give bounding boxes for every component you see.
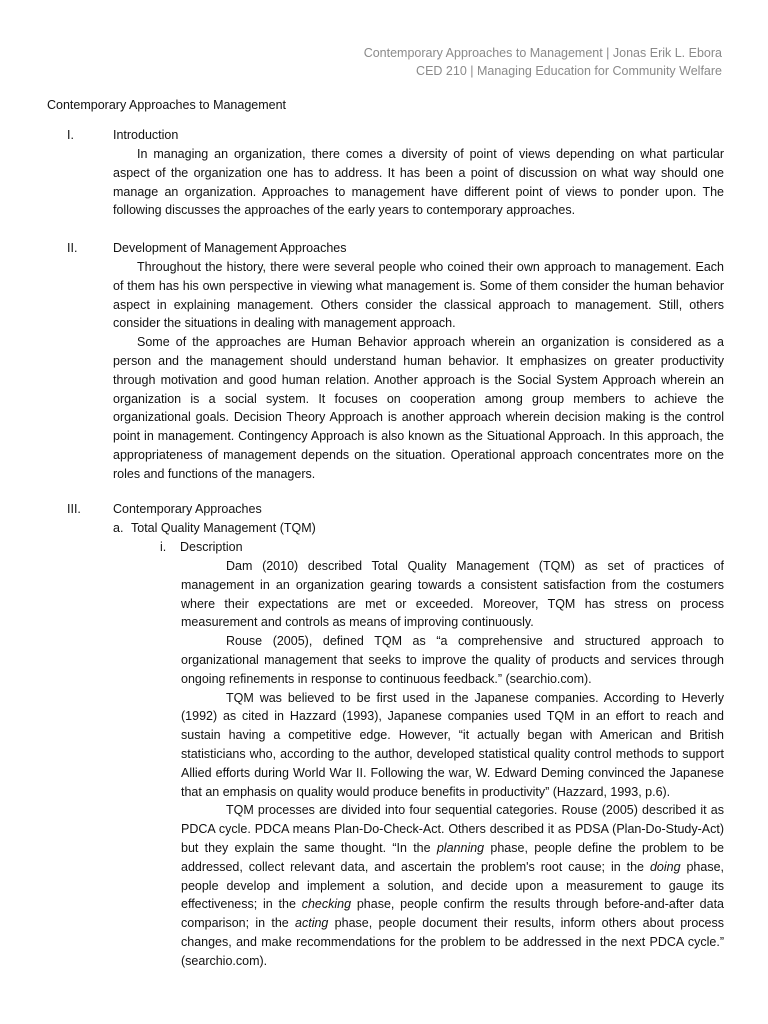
section-numeral: II. bbox=[67, 241, 78, 255]
subsection-letter: a. bbox=[113, 521, 124, 535]
subsection-heading bbox=[47, 519, 724, 538]
section-title: Introduction bbox=[113, 128, 179, 142]
text-run: phase, people document their results, inform others about process changes, and make recommendations for the problem to be addressed in the next PDCA cycle.” (searchio.com). bbox=[181, 916, 724, 968]
paragraph: Dam (2010) described Total Quality Management (TQM) as set of practices of management in an organization gearing towards a consistent satisfaction from the costumers where their expectations are met or exceeded. Moreover, TQM has stress on process measurement and controls as means of improving continuously. bbox=[181, 559, 724, 630]
running-header bbox=[364, 44, 722, 80]
section-heading bbox=[47, 126, 724, 145]
paragraph: Throughout the history, there were several people who coined their own approach to management. Each of them has his own perspective in viewing what management is. Some of them consider the human behavior aspect in explaining management. Others consider the classical approach to management. Still, others consider the situations in dealing with management approach. bbox=[113, 260, 724, 331]
emphasis-planning: planning bbox=[436, 840, 485, 855]
paragraph: TQM was believed to be first used in the Japanese companies. According to Heverly (1992) as cited in Hazzard (1993), Japanese companies used TQM in an effort to reach and sustain having a competitive edge. However, “it actually began with American and British statisticians who, according to the author, developed statistical quality control methods to support Allied efforts during World War II. Following the war, W. Edward Deming convinced the Japanese that an emphasis on quality would produce benefits in productivity” (Hazzard, 1993, p.6). bbox=[181, 690, 724, 799]
text-run: phase, people develop and implement a solution, and decide upon a measurement to gauge its effectiveness; in the bbox=[181, 859, 724, 912]
text-run: phase, people define the problem to be addressed, collect relevant data, and ascertain the problem's root cause; in the bbox=[181, 840, 724, 874]
header-line-2: CED 210 | Managing Education for Community Welfare bbox=[416, 64, 722, 78]
section-numeral: III. bbox=[67, 502, 81, 516]
section-development bbox=[47, 239, 724, 484]
subsubsection-number: i. bbox=[160, 540, 167, 554]
subsubsection-heading bbox=[47, 538, 724, 557]
subsubsection-title: Description bbox=[180, 540, 243, 554]
document-title: Contemporary Approaches to Management bbox=[47, 98, 287, 112]
section-title: Contemporary Approaches bbox=[113, 502, 262, 516]
section-title: Development of Management Approaches bbox=[113, 241, 347, 255]
paragraph: Rouse (2005), defined TQM as “a comprehensive and structured approach to organizational management that seeks to improve the quality of products and services through ongoing refinements in response to continuous feedback.” (searchio.com). bbox=[181, 634, 724, 686]
paragraph: Some of the approaches are Human Behavior approach wherein an organization is considered as a person and the management should understand human behavior. It emphasizes on greater productivity through motivation and good human relation. Another approach is the Social System Approach wherein an organization is a social system. It focuses on cooperation among group members to achieve the organizational goals. Decision Theory Approach is another approach wherein decision making is the control point in management. Contingency Approach is also known as the Situational Approach. In this approach, the appropriateness of management depends on the situation. Operational approach concentrates more on the roles and functions of the managers. bbox=[113, 335, 724, 481]
text-run: TQM processes are divided into four sequential categories. Rouse (2005) described it as PDCA cycle. PDCA means Plan-Do-Check-Act. Others described it as PDSA (Plan-Do-Study-Act) but they explain the same thought. “In the bbox=[181, 803, 724, 855]
subsection-title: Total Quality Management (TQM) bbox=[131, 521, 316, 535]
emphasis-checking: checking bbox=[301, 897, 352, 912]
text-run: phase, people confirm the results through before-and-after data comparison; in the bbox=[181, 897, 724, 931]
section-heading bbox=[47, 239, 724, 258]
paragraph-pdca bbox=[181, 801, 724, 970]
section-introduction bbox=[47, 126, 724, 220]
section-numeral: I. bbox=[67, 128, 74, 142]
emphasis-doing: doing bbox=[649, 859, 681, 874]
emphasis-acting: acting bbox=[295, 916, 329, 931]
section-heading bbox=[47, 500, 724, 519]
section-contemporary bbox=[47, 500, 724, 971]
paragraph: In managing an organization, there comes a diversity of point of views depending on what particular aspect of the organization one has to address. It has been a point of discussion on what way should one manage an organization. Approaches to management have different point of views to ponder upon. The following discusses the approaches of the early years to contemporary approaches. bbox=[113, 147, 724, 218]
header-line-1: Contemporary Approaches to Management | Jonas Erik L. Ebora bbox=[363, 46, 722, 60]
